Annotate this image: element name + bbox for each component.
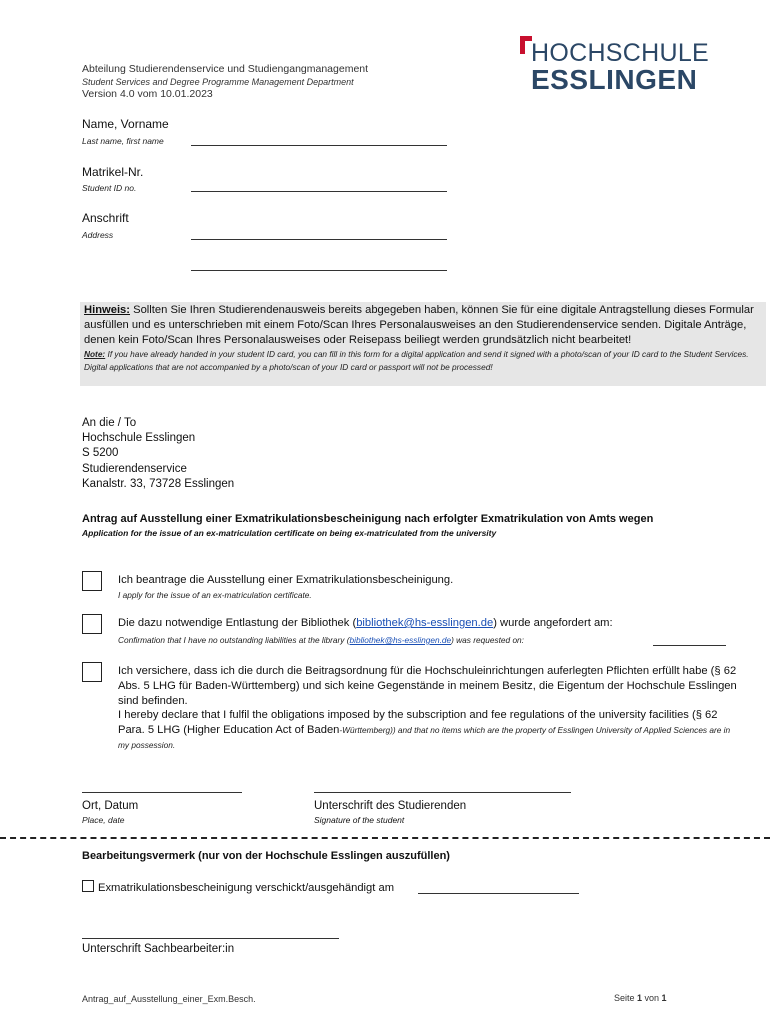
department-de: Abteilung Studierendenservice und Studiengangmanagement	[82, 63, 369, 75]
student-signature-label: Unterschrift des Studierenden	[314, 800, 467, 812]
option-declaration-en-b: -Württemberg)) and that no items which are the property of Esslingen University of Applied Sciences are in my possession.	[118, 725, 731, 750]
recipient-line: S 5200	[82, 447, 119, 460]
option-library-de-pre: Die dazu notwendige Entlastung der Bibliothek (	[118, 617, 357, 629]
logo-line1: HOCHSCHULE	[531, 39, 710, 67]
hochschule-logo	[520, 36, 710, 95]
office-sent-label: Exmatrikulationsbescheinigung verschickt/ausgehändigt am	[98, 882, 395, 894]
checkbox-declaration[interactable]	[82, 662, 102, 682]
form-title-de: Antrag auf Ausstellung einer Exmatrikulationsbescheinigung nach erfolgter Exmatrikulation von Amts wegen	[82, 513, 654, 525]
student-signature-field[interactable]	[314, 792, 571, 793]
address-sublabel: Address	[82, 230, 114, 240]
option-library-de-post: ) wurde angefordert am:	[493, 617, 613, 629]
matrikel-sublabel: Student ID no.	[82, 183, 137, 193]
footer-page-num: 1	[637, 993, 643, 1003]
department-en: Student Services and Degree Programme Management Department	[82, 77, 354, 87]
logo-line2: ESSLINGEN	[531, 64, 698, 95]
place-date-field[interactable]	[82, 792, 242, 793]
cut-line	[0, 837, 770, 839]
option-declaration-en	[118, 708, 738, 752]
option-library-en	[118, 633, 738, 648]
sent-date-field[interactable]	[418, 893, 579, 894]
office-sent-row	[82, 880, 394, 894]
office-heading: Bearbeitungsvermerk (nur von der Hochschule Esslingen auszufüllen)	[82, 850, 450, 862]
option-library	[118, 616, 738, 648]
address-field-line1[interactable]	[191, 239, 447, 240]
recipient-line: Studierendenservice	[82, 462, 187, 475]
recipient-address	[82, 416, 234, 492]
option-library-en-post: ) was requested on:	[451, 634, 524, 645]
clerk-signature-label: Unterschrift Sachbearbeiter:in	[82, 943, 235, 955]
matrikel-label: Matrikel-Nr.	[82, 165, 144, 179]
notice-de	[84, 302, 762, 348]
library-email-link[interactable]: bibliothek@hs-esslingen.de	[356, 617, 494, 629]
recipient-line: Kanalstr. 33, 73728 Esslingen	[82, 477, 235, 490]
library-date-field[interactable]	[653, 645, 726, 646]
place-date-label: Ort, Datum	[82, 800, 139, 812]
notice-text-de: Sollten Sie Ihren Studierendenausweis bereits abgegeben haben, können Sie für eine digitale Antragstellung dieses Formular ausfüllen und es unterschrieben mit einem Foto/Scan Ihres Personalausweises an den Studierendenservice senden. Digitale Anträge, denen kein Foto/Scan Ihres Personalausweises oder Reisepass beiliegt werden grundsätzlich nicht bearbeitet!	[84, 304, 754, 346]
name-sublabel: Last name, first name	[82, 136, 164, 146]
footer-page-pre: Seite	[614, 993, 638, 1003]
name-field[interactable]	[191, 145, 447, 146]
address-label: Anschrift	[82, 211, 129, 225]
notice-label-de: Hinweis:	[84, 304, 131, 316]
library-email-link-en[interactable]: bibliothek@hs-esslingen.de	[349, 634, 452, 645]
address-field-line2[interactable]	[191, 270, 447, 271]
student-signature-sublabel: Signature of the student	[314, 815, 405, 825]
notice-en	[84, 348, 762, 373]
option-declaration-de: Ich versichere, dass ich die durch die Beitragsordnung für die Hochschuleinrichtungen auferlegten Pflichten erfüllt habe (§ 62 Abs. 5 LHG für Baden-Württemberg) und sich keine Gegenstände in meinem Besitz, die Eigentum der Hochschule Esslingen sind befinden.	[118, 665, 737, 707]
place-date-sublabel: Place, date	[82, 815, 125, 825]
footer-page-number	[614, 993, 667, 1003]
footer-filename: Antrag_auf_Ausstellung_einer_Exm.Besch.	[82, 994, 256, 1004]
notice-label-en: Note:	[84, 349, 106, 359]
name-label: Name, Vorname	[82, 117, 169, 131]
footer-page-total: 1	[661, 993, 667, 1003]
notice-text-en: If you have already handed in your student ID card, you can fill in this form for a digital application and send it signed with a photo/scan of your ID card to the Student Services. Digital applications that are not accompanied by a photo/scan of your ID card or passport will not be processed!	[84, 349, 749, 372]
option-declaration	[118, 664, 738, 753]
checkbox-library[interactable]	[82, 614, 102, 634]
notice-box	[80, 302, 766, 386]
version-label: Version 4.0 vom 10.01.2023	[82, 88, 213, 100]
matrikel-field[interactable]	[191, 191, 447, 192]
option-apply-de: Ich beantrage die Ausstellung einer Exmatrikulationsbescheinigung.	[118, 574, 454, 586]
checkbox-apply[interactable]	[82, 571, 102, 591]
option-library-en-pre: Confirmation that I have no outstanding liabilities at the library (	[118, 634, 350, 645]
option-apply	[118, 573, 738, 603]
recipient-line: Hochschule Esslingen	[82, 432, 196, 445]
option-library-de	[118, 616, 738, 631]
form-title-en: Application for the issue of an ex-matriculation certificate on being ex-matriculated from the university	[82, 528, 497, 538]
clerk-signature-field[interactable]	[82, 938, 339, 939]
option-apply-en: I apply for the issue of an ex-matriculation certificate.	[118, 589, 312, 600]
option-declaration-en-a: I hereby declare that I fulfil the obligations imposed by the subscription and fee regulations of the university facilities (§ 62 Para. 5 LHG (Higher Education Act of Baden	[118, 709, 718, 737]
recipient-line: An die / To	[82, 417, 137, 429]
checkbox-sent[interactable]	[82, 880, 94, 892]
footer-page-mid: von	[642, 993, 662, 1003]
